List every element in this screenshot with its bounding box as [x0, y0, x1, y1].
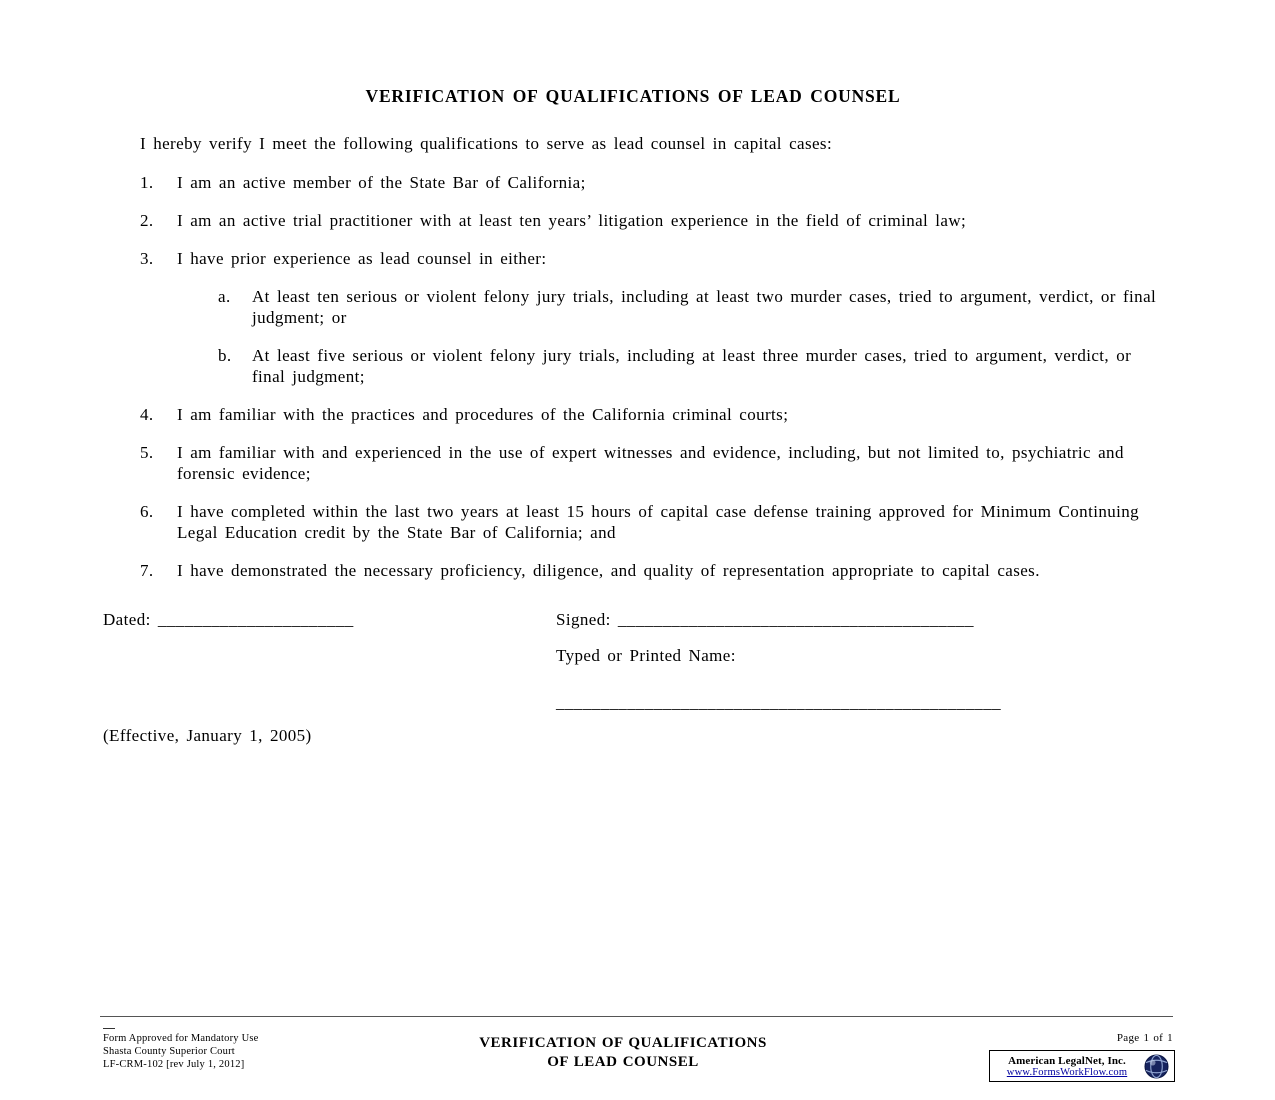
formsworkflow-link[interactable]: www.FormsWorkFlow.com: [1006, 1067, 1128, 1078]
sub-item-text: At least ten serious or violent felony jury trials, including at least two murder cases, tried to argument, verdict, or final judgment; or: [252, 287, 1157, 327]
signed-blank-line[interactable]: ________________________________________: [617, 610, 974, 629]
footer-divider: [100, 1016, 1173, 1017]
document-title: VERIFICATION OF QUALIFICATIONS OF LEAD COUNSEL: [365, 86, 901, 106]
court-name-line: Shasta County Superior Court: [103, 1046, 235, 1058]
page-number: Page 1 of 1: [1116, 1032, 1173, 1044]
form-number-line: LF-CRM-102 [rev July 1, 2012]: [103, 1059, 245, 1071]
sub-item-letter: b.: [218, 346, 232, 365]
list-item-text: I have prior experience as lead counsel in either:: [177, 249, 547, 268]
footer-title-line2: OF LEAD COUNSEL: [547, 1053, 699, 1070]
list-item: [140, 404, 1163, 425]
legalnet-text-block: [998, 1055, 1136, 1078]
list-item-number: 2.: [140, 211, 154, 230]
typed-name-label: Typed or Printed Name:: [556, 646, 736, 665]
form-approval-line: Form Approved for Mandatory Use: [103, 1033, 259, 1044]
signed-field-group: [556, 609, 1001, 713]
page-footer: [103, 1032, 1175, 1082]
list-item-text: I am familiar with the practices and procedures of the California criminal courts;: [177, 405, 789, 424]
list-item-text: I have demonstrated the necessary proficiency, diligence, and quality of representation appropriate to capital cases.: [177, 561, 1040, 580]
list-item-number: 5.: [140, 443, 154, 462]
dated-field: [103, 609, 556, 713]
sub-list: [218, 286, 1163, 387]
dated-label: Dated:: [103, 610, 151, 629]
list-item-number: 7.: [140, 561, 154, 580]
list-item: [140, 442, 1163, 484]
globe-logo-icon: [1144, 1054, 1169, 1079]
list-item: [140, 248, 1163, 387]
list-item: [140, 560, 1163, 581]
list-item: [140, 210, 1163, 231]
list-item-number: 1.: [140, 173, 154, 192]
list-item-body: [177, 248, 1163, 387]
dated-blank-line[interactable]: ______________________: [157, 610, 354, 629]
legalnet-badge: [989, 1050, 1175, 1082]
list-item-text: I am an active trial practitioner with at least ten years’ litigation experience in the field of criminal law;: [177, 211, 967, 230]
list-item-number: 4.: [140, 405, 154, 424]
intro-paragraph: I hereby verify I meet the following qualifications to serve as lead counsel in capital cases:: [140, 134, 833, 153]
qualification-list: [140, 172, 1163, 581]
typed-name-blank-line[interactable]: __________________________________________________: [556, 693, 1001, 712]
sub-item-text: At least five serious or violent felony jury trials, including at least three murder cases, tried to argument, verdict, or final judgment;: [252, 346, 1132, 386]
effective-date-note: (Effective, January 1, 2005): [103, 726, 312, 745]
list-item: [140, 172, 1163, 193]
list-item: [140, 501, 1163, 543]
signed-field: [556, 609, 1001, 630]
sub-list-item: [218, 286, 1163, 328]
list-item-text: I am an active member of the State Bar of California;: [177, 173, 586, 192]
list-item-text: I have completed within the last two years at least 15 hours of capital case defense training approved for Minimum Continuing Legal Education credit by the State Bar of California; and: [177, 502, 1140, 542]
form-approval-block: [103, 1032, 433, 1071]
signature-section: [103, 609, 1163, 713]
footer-form-title: [433, 1034, 813, 1072]
legalnet-company-name: American LegalNet, Inc.: [1008, 1055, 1126, 1067]
list-item-number: 6.: [140, 502, 154, 521]
sub-list-item: [218, 345, 1163, 387]
footer-title-line1: VERIFICATION OF QUALIFICATIONS: [479, 1035, 767, 1051]
signed-label: Signed:: [556, 610, 611, 629]
list-item-number: 3.: [140, 249, 154, 268]
list-item-text: I am familiar with and experienced in the use of expert witnesses and evidence, including, but not limited to, psychiatric and forensic evidence;: [177, 443, 1124, 483]
footer-right-block: [813, 1032, 1175, 1082]
sub-item-letter: a.: [218, 287, 231, 306]
